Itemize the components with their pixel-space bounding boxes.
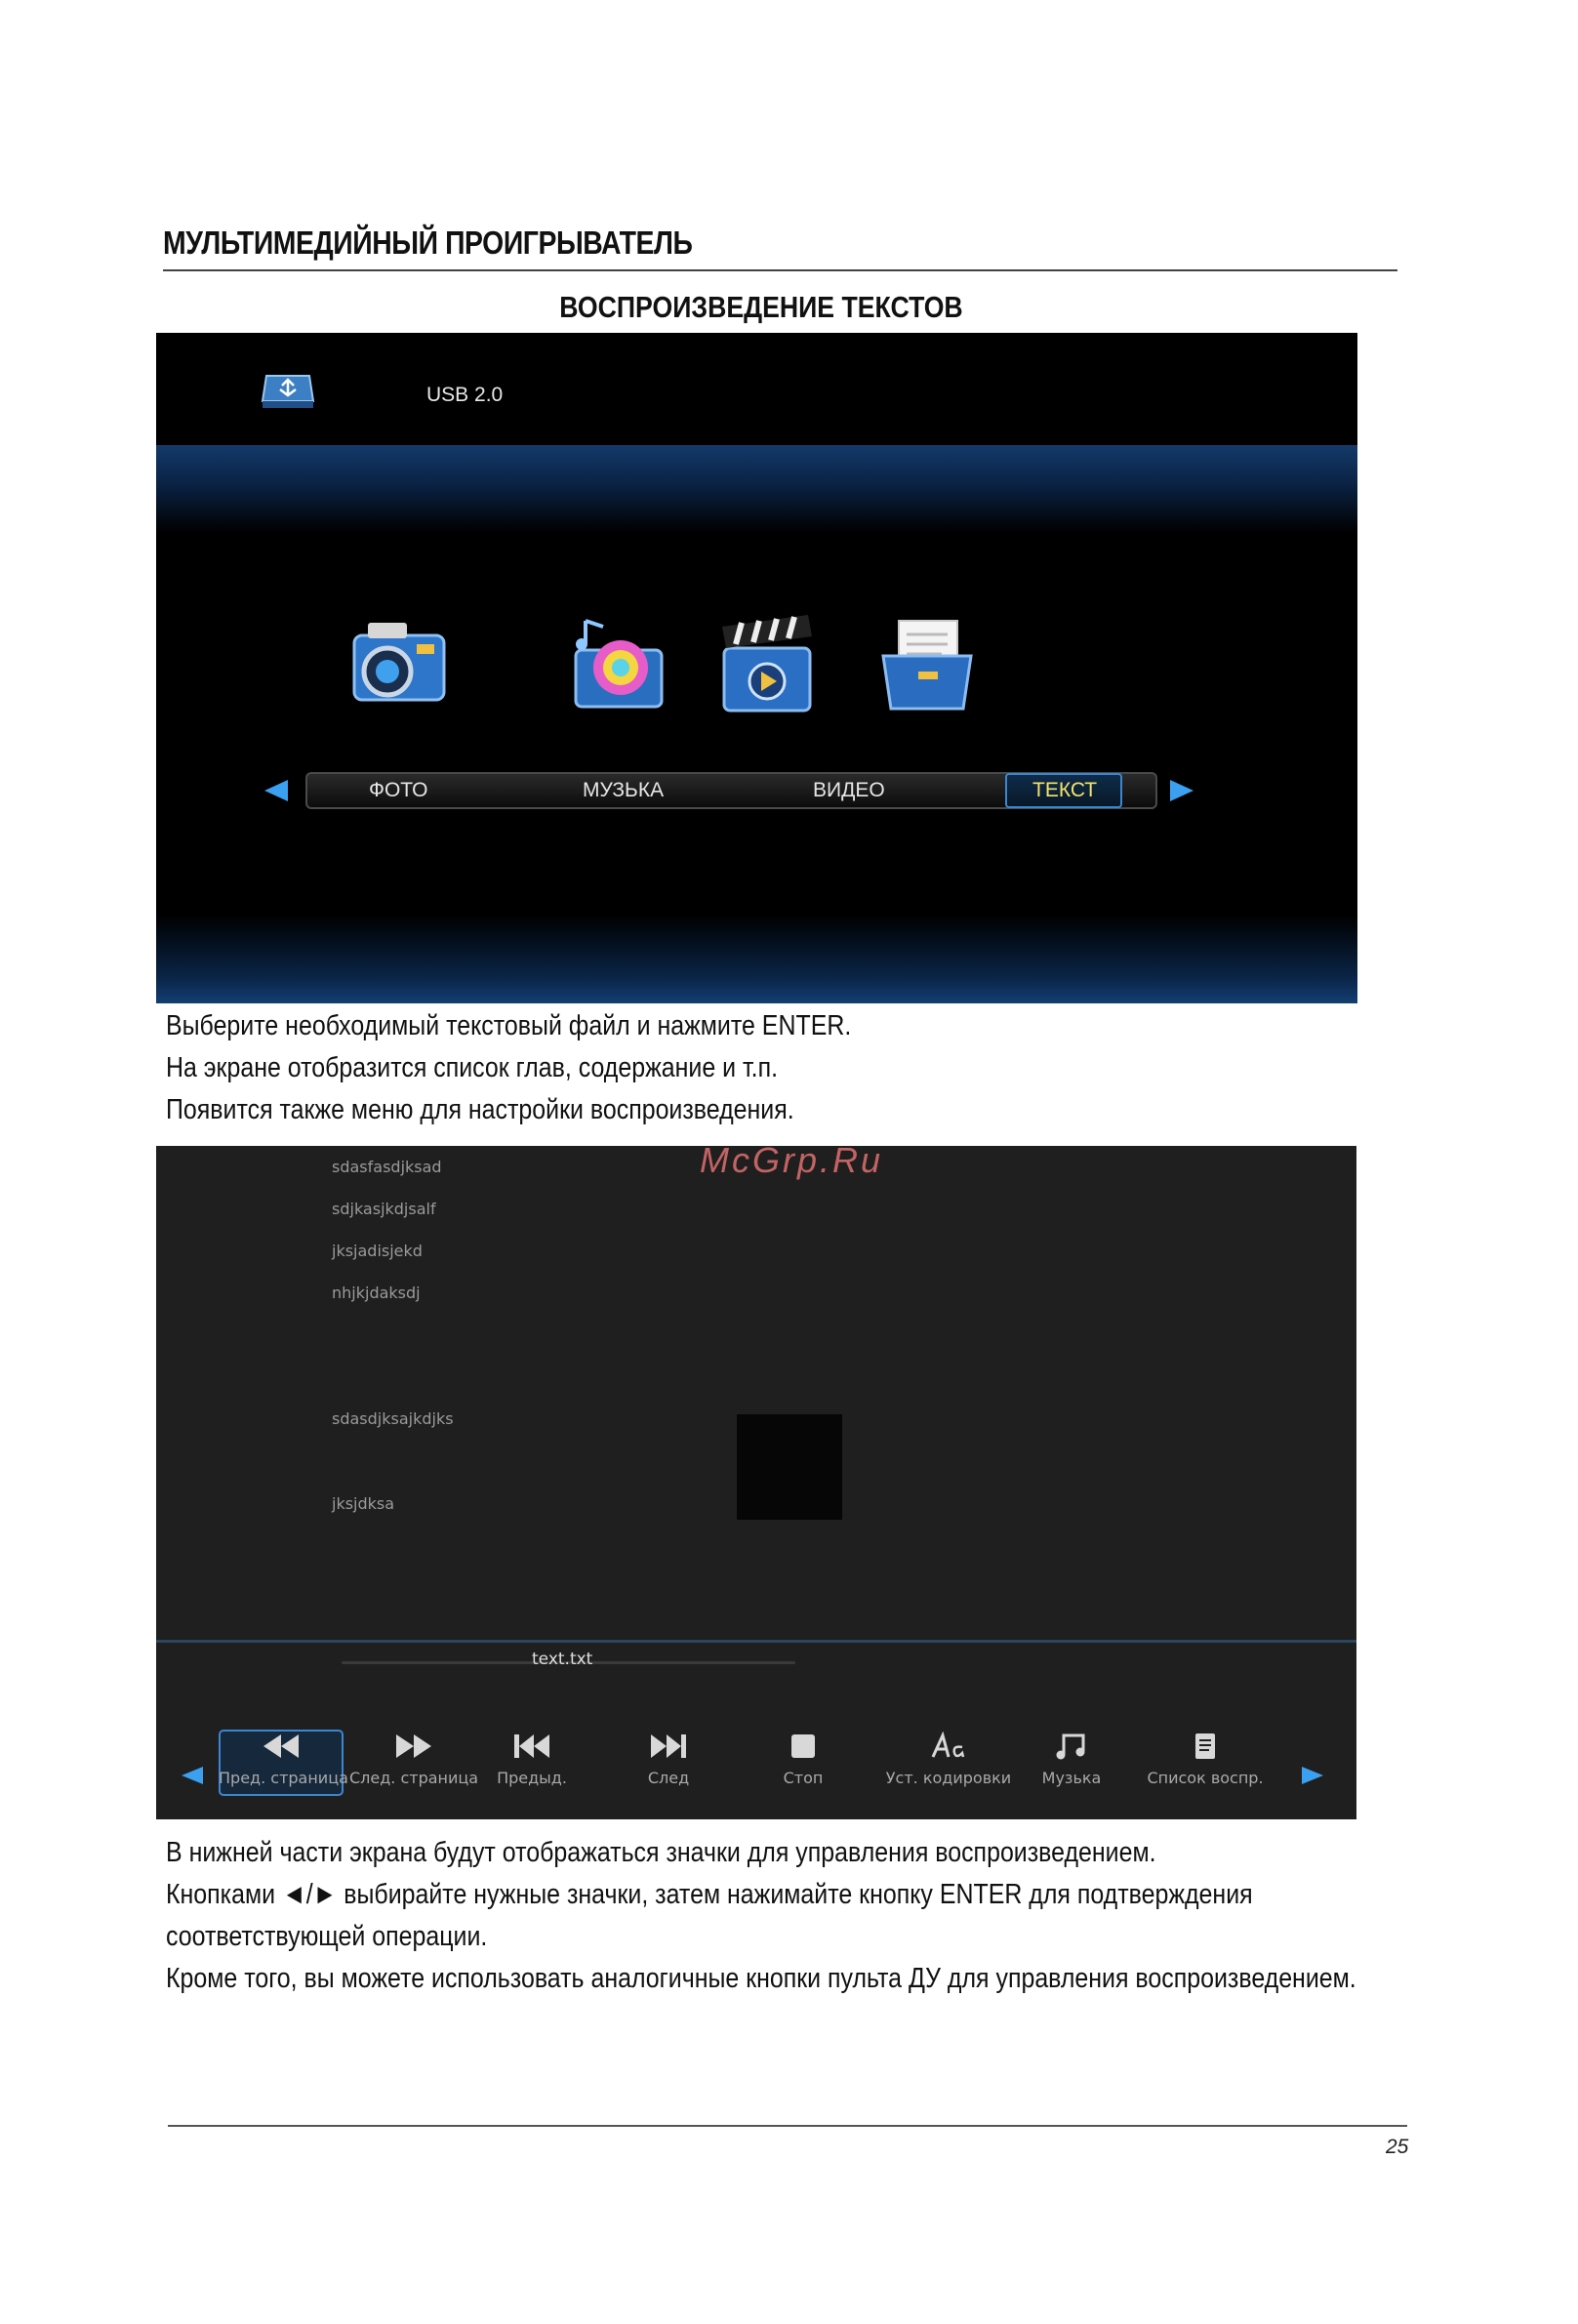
text-line: nhjkjdaksdj — [332, 1284, 421, 1302]
control-label: Музька — [1041, 1769, 1102, 1787]
paragraph2-line4: Кроме того, вы можете использовать аналогичные кнопки пульта ДУ для управления воспроизведением. — [166, 1963, 1356, 1994]
music-note-icon — [1052, 1732, 1091, 1761]
left-arrow-icon[interactable] — [261, 778, 290, 803]
right-arrow-icon[interactable] — [1168, 778, 1197, 803]
media-menu-screenshot — [156, 333, 1357, 1003]
menu-item-music[interactable]: МУЗЬКА — [583, 779, 665, 801]
paragraph2-line1: В нижней части экрана будут отображаться значки для управления воспроизведением. — [166, 1837, 1156, 1868]
control-label: Предыд. — [497, 1769, 567, 1787]
control-label: След — [647, 1769, 690, 1787]
paragraph2-line3: соответствующей операции. — [166, 1921, 488, 1952]
text-player-screenshot — [156, 1146, 1356, 1819]
stop-icon — [784, 1732, 823, 1761]
skip-next-icon — [649, 1732, 688, 1761]
text-line: sdasdjksajkdjks — [332, 1409, 454, 1428]
font-style-icon — [929, 1732, 968, 1761]
filename-label: text.txt — [532, 1650, 593, 1669]
menu-item-text[interactable]: ТЕКСТ — [1032, 779, 1098, 801]
music-icon[interactable] — [564, 611, 671, 718]
camera-icon[interactable] — [346, 611, 454, 718]
control-label: След. страница — [349, 1769, 479, 1787]
text-folder-icon[interactable] — [873, 611, 981, 718]
paragraph2-line2: Кнопками ◄/► выбирайте нужные значки, затем нажимайте кнопку ENTER для подтверждения — [166, 1879, 1253, 1910]
page-number: 25 — [1386, 2136, 1409, 2158]
usb-drive-icon — [261, 372, 315, 411]
prev-page-button[interactable] — [219, 1732, 348, 1787]
video-clapper-icon[interactable] — [714, 611, 822, 718]
menu-item-photo[interactable]: ФОТО — [369, 779, 428, 801]
footer-rule — [168, 2125, 1407, 2127]
text-line: jksjadisjekd — [332, 1242, 423, 1260]
paragraph1-line2: На экране отобразится список глав, содержание и т.п. — [166, 1052, 779, 1083]
text-line: sdjkasjkdjsalf — [332, 1200, 436, 1218]
playlist-icon — [1186, 1732, 1225, 1761]
text-line: sdasfasdjksad — [332, 1158, 442, 1176]
control-divider — [156, 1640, 1356, 1643]
left-arrow-icon[interactable] — [178, 1765, 205, 1786]
next-page-button[interactable] — [349, 1732, 478, 1787]
menu-item-video[interactable]: ВИДЕО — [813, 779, 885, 801]
stop-button[interactable] — [759, 1732, 847, 1787]
text-line: jksjdksa — [332, 1494, 395, 1513]
control-label: Пред. страница — [219, 1769, 348, 1787]
control-label: Стоп — [783, 1769, 824, 1787]
section-title: МУЛЬТИМЕДИЙНЫЙ ПРОИГРЫВАТЕЛЬ — [163, 224, 693, 261]
fast-forward-icon — [394, 1732, 433, 1761]
rewind-icon — [262, 1732, 301, 1761]
control-label: Уст. кодировки — [885, 1769, 1012, 1787]
paragraph1-line3: Появится также меню для настройки воспроизведения. — [166, 1094, 794, 1125]
control-label: Список воспр. — [1147, 1769, 1264, 1787]
usb-label: USB 2.0 — [426, 384, 504, 406]
previous-button[interactable] — [488, 1732, 576, 1787]
paragraph1-line1: Выберите необходимый текстовый файл и нажмите ENTER. — [166, 1010, 852, 1041]
header-rule — [163, 269, 1397, 271]
skip-previous-icon — [512, 1732, 551, 1761]
right-arrow-icon[interactable] — [1300, 1765, 1327, 1786]
encoding-button[interactable] — [880, 1732, 1017, 1787]
next-button[interactable] — [625, 1732, 712, 1787]
image-placeholder — [737, 1414, 842, 1520]
page-subtitle: ВОСПРОИЗВЕДЕНИЕ ТЕКСТОВ — [559, 290, 963, 324]
watermark: McGrp.Ru — [700, 1140, 884, 1180]
playlist-button[interactable] — [1142, 1732, 1269, 1787]
music-button[interactable] — [1032, 1732, 1111, 1787]
